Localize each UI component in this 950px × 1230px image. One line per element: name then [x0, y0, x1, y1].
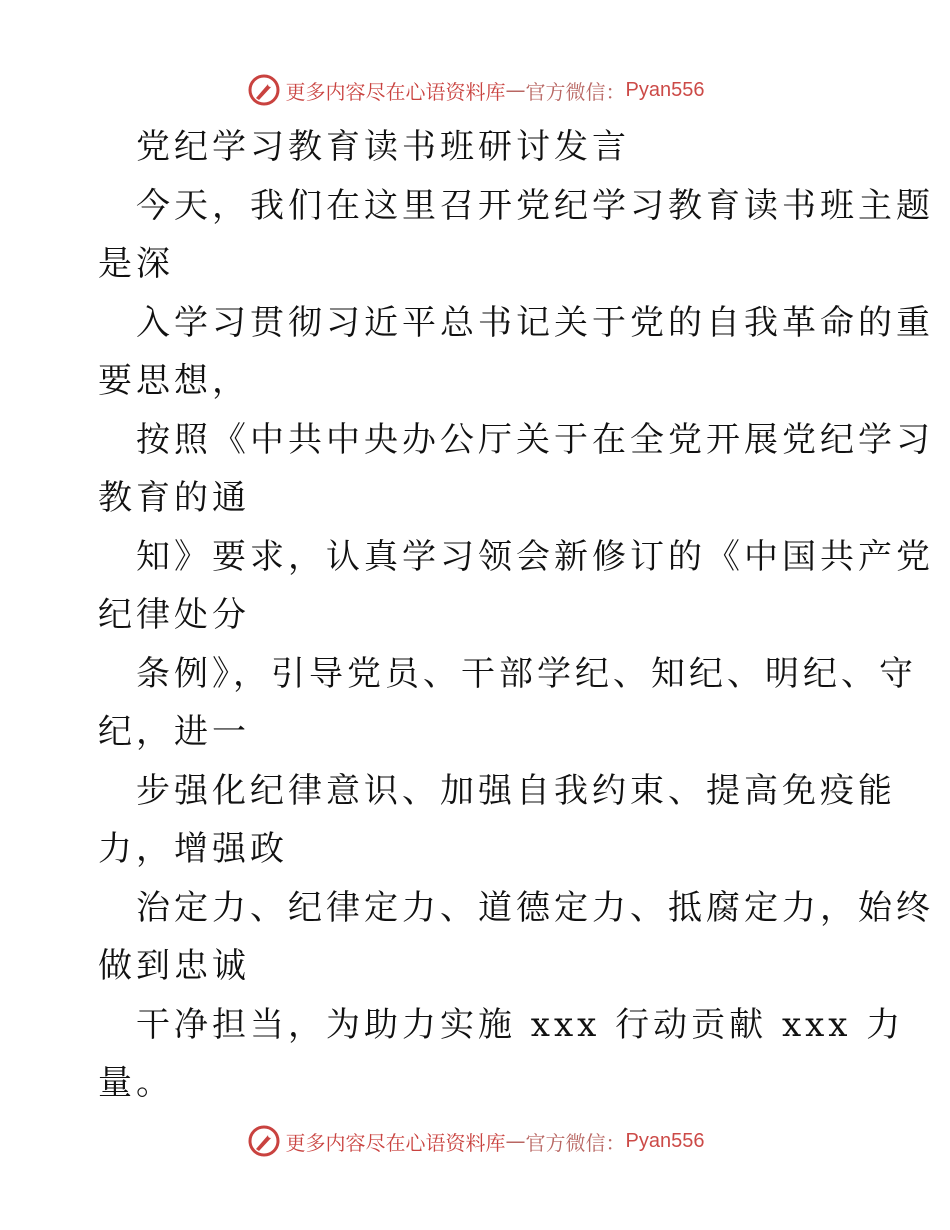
- paragraph-line: 做到忠诚: [98, 946, 250, 986]
- paragraph-line: 按照《中共中央办公厅关于在全党开展党纪学习: [136, 419, 934, 460]
- pen-logo-icon: [246, 72, 282, 108]
- paragraph-line: 纪律处分: [98, 595, 250, 635]
- paragraph-line: 干净担当，为助力实施 xxx 行动贡献 xxx 力: [136, 1004, 905, 1045]
- paragraph-line: 治定力、纪律定力、道德定力、抵腐定力，始终: [136, 887, 934, 928]
- pen-logo-icon: [246, 1123, 282, 1159]
- paragraph-line: 知》要求，认真学习领会新修订的《中国共产党: [136, 536, 934, 577]
- banner-separator: —: [505, 78, 526, 102]
- paragraph-line: 今天，我们在这里召开党纪学习教育读书班主题: [136, 185, 934, 226]
- document-title: 党纪学习教育读书班研讨发言: [136, 127, 630, 167]
- paragraph-line: 纪，进一: [98, 712, 250, 752]
- banner-main-text: 更多内容尽在心语资料库: [285, 79, 506, 104]
- footer-banner: [0, 1121, 950, 1161]
- banner-wechat-id: Pyan556: [625, 1129, 705, 1152]
- paragraph-line: 入学习贯彻习近平总书记关于党的自我革命的重: [136, 302, 934, 343]
- document-body: [98, 118, 934, 1113]
- paragraph-line: 条例》，引导党员、干部学纪、知纪、明纪、守: [136, 653, 917, 694]
- paragraph-line: 力，增强政: [98, 829, 288, 869]
- paragraph-line: 要思想，: [98, 361, 250, 401]
- banner-sub-text: 官方微信：: [525, 1130, 626, 1155]
- paragraph-line: 量。: [98, 1063, 174, 1103]
- banner-main-text: 更多内容尽在心语资料库: [285, 1130, 506, 1155]
- paragraph-line: 步强化纪律意识、加强自我约束、提高免疫能: [136, 770, 896, 811]
- header-banner: [0, 70, 950, 110]
- banner-wechat-id: Pyan556: [625, 78, 705, 101]
- paragraph-line: 教育的通: [98, 478, 250, 518]
- paragraph-line: 是深: [98, 244, 174, 284]
- banner-separator: —: [505, 1129, 526, 1153]
- banner-sub-text: 官方微信：: [525, 79, 626, 104]
